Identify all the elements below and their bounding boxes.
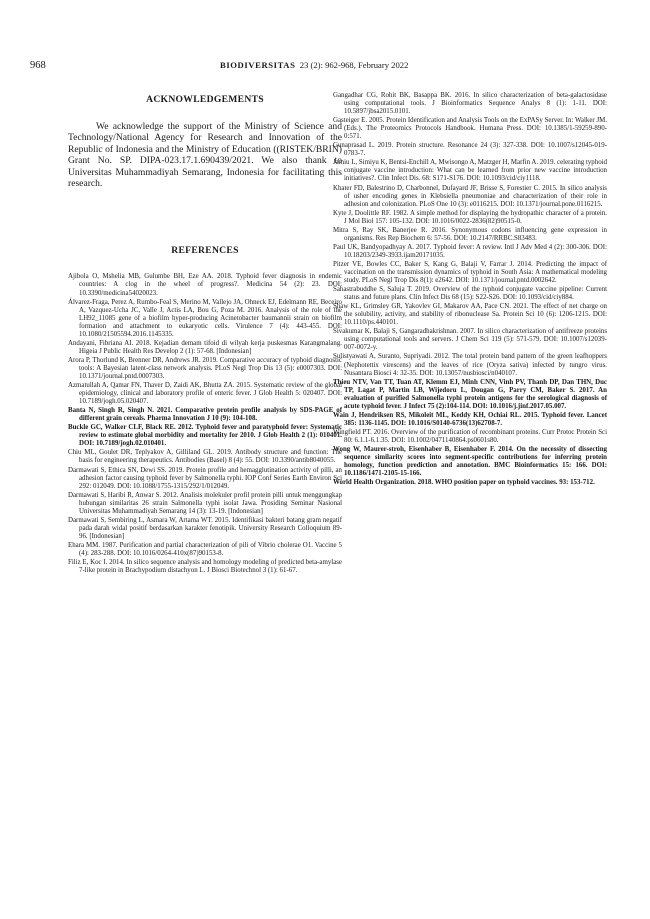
reference-entry: Álvarez-Fraga, Perez A, Rumbo-Feal S, Merino M, Vallejo JA, Ohneck EJ, Edelmann RE, Beceiro A, Vazquez-Ucha JC, Valle J, Actis LA, Bou G, Poza M. 2016. Analysis of the role of the LH92_11085 gene of a biofilm hyper-producing Acinetobacter baumannii strain on biofilm formation and attachment to eukaryotic cells. Virulence 7 (4): 443-455. DOI: 10.1080/21505594.2016.1145335. (68, 298, 342, 338)
reference-entry: Ajibola O, Mshelia MB, Gulumbe BH, Eze AA. 2018. Typhoid fever diagnosis in endemic countries: A clog in the wheel of progress?. Medicina 54 (2): 23. DOI: 10.3390/medicina54020023. (68, 273, 342, 297)
reference-entry: Banta N, Singh R, Singh N. 2021. Comparative protein profile analysis by SDS-PAGE of different grain cereals. Pharma Innovation J 10 (9): 104-108. (68, 407, 342, 423)
reference-entry: Darmawati S, Ethica SN, Dewi SS. 2019. Protein profile and hemagglutination activity of pilli, an adhesion factor causing typhoid fever by Salmonella typhi. IOP Conf Series Earth Environ Sci 292: 012049. DOI: 10.1088/1755-1315/292/1/012049. (68, 466, 342, 490)
reference-entry: Sivakumar K, Balaji S, Gangaradhakrishnan. 2007. In silico characterization of antifreeze proteins using computational tools and servers. J Chem Sci 119 (5): 571-579. DOI: 10.1007/s12039-007-0072-y. (333, 328, 607, 352)
reference-entry: Buckle GC, Walker CLF, Black RE. 2012. Typhoid fever and paratyphoid fever: Systematic review to estimate global morbidity and mortality for 2010. J Glob Health 2 (1): 010401. DOI: 10.7189/jogh.02.010401. (68, 424, 342, 448)
reference-entry: Gasteiger E. 2005. Protein Identification and Analysis Tools on the ExPASy Server. In: Walker JM. (Eds.). The Proteomics Protocols Handbook. Humana Press. DOI: 10.1385/1-59259-890-0:571. (333, 117, 607, 141)
reference-entry: Arora P, Thorlund K, Brenner DR, Andrews JR. 2019. Comparative accuracy of typhoid diagnostic tools: A Bayesian latent-class network analysis. PLoS Negl Trop Dis 13 (5): e0007303. DOI: 10.1371/journal.pntd.0007303. (68, 356, 342, 380)
reference-entry: Azmatullah A, Qamar FN, Thaver D, Zaidi AK, Bhutta ZA. 2015. Systematic review of the global epidemiology, clinical and laboratory profile of enteric fever. J Glob Health 5: 020407. DOI: 10.7189/jogh.05.020407. (68, 382, 342, 406)
reference-list-right (333, 92, 607, 487)
reference-entry: Ehara MM. 1987. Purification and partial characterization of pili of Vibrio cholerae O1. Vaccine 5 (4): 283-288. DOI: 10.1016/0264-410x(87)90153-8. (68, 541, 342, 557)
page-number: 968 (30, 60, 46, 71)
reference-entry: World Health Organization. 2018. WHO position paper on typhoid vaccines. 93: 153-712. (333, 479, 595, 487)
journal-name: BIODIVERSITAS (220, 60, 296, 70)
reference-entry: Wingfield PT. 2016. Overview of the purification of recombinant proteins. Curr Protoc Protein Sci 80: 6.1.1-6.1.35. DOI: 10.1002/0471140864.ps0601s80. (333, 428, 607, 444)
page-header (30, 60, 620, 74)
reference-entry: Sahastrabuddhe S, Saluja T. 2019. Overview of the typhoid conjugate vaccine pipeline: Current status and future plans. Clin Infect Dis 68 (15): S22-S26. DOI: 10.1093/cid/ciy884. (333, 286, 607, 302)
reference-entry: Shaw KL, Grimsley GR, Yakovlev GI, Makarov AA, Pace CN. 2021. The effect of net charge on the solubility, activity, and stability of ribonuclease Sa. Protein Sci 10 (6): 1206-1215. DOI: 10.1110/ps.440101. (333, 303, 607, 327)
reference-entry: Jamiu L, Simiyu K, Bentsi-Enchill A, Mwisongo A, Matzger H, Marfin A. 2019. celerating typhoid conjugate vaccine introduction: What can be learned from prior new vaccine introduction initiatives?. Clin Infect Dis. 68: S171-S176. DOI: 10.1093/cid/ciy1118. (333, 159, 607, 183)
reference-entry: Chiu ML, Goulet DR, Teplyakov A, Gilliland GL. 2019. Antibody structure and function: The basis for engineering therapeutics. Antibodies (Basel) 8 (4): 55. DOI: 10.3390/antib8040055. (68, 449, 342, 465)
reference-entry: Thieu NTV, Van TT, Tuan AT, Klemm EJ, Minh CNN, Vinh PV, Thanh DP, Dan THN, Duc TP, Lagat P, Martin LB, Wijedoru L, Dougan G, Parry CM, Baker S. 2017. An evaluation of purified Salmonella typhi protein antigens for the serological diagnosis of acute typhoid fever. J Infect 75 (2):104-114. DOI: 10.1016/j.jinf.2017.05.007. (333, 378, 607, 410)
reference-entry: Mitra S, Ray SK, Banerjee R. 2016. Synonymous codons influencing gene expression in organisms. Res Rep Biochem 6: 57-56. DOI: 10.2147/RRBC.S83483. (333, 226, 607, 242)
acknowledgements-text: We acknowledge the support of the Ministry of Science and Technology/National Agency for Research and Innovation of the Republic of Indonesia and the Ministry of Education ((RISTEK/BRIN) Grant No. SP. DIPA-023.17.1.690439/2021. We also thank to Universitas Muhammadiyah Semarang, Indonesia for facilitating this research. (68, 121, 342, 190)
references-heading: REFERENCES (171, 245, 239, 257)
reference-entry: Sulistyawati A, Suranto, Supriyadi. 2012. The total protein band pattern of the green leafhoppers (Nephotettix virescens) and the leaves of rice (Oryza sativa) infected by tungro virus. Nusantara Biosci 4: 32-35. DOI: 10.13057/nusbiosci/n040107. (333, 353, 607, 377)
reference-entry: Darmawati S, Sembiring L, Asmara W, Artama WT. 2015. Identifikasi bakteri batang gram negatif pada darah widal positif berdasarkan karakter fenotipik. University Research Colloquium 89-96. [Indonesian] (68, 516, 342, 540)
reference-entry: Wain J, Hendriksen RS, Mikoleit ML, Keddy KH, Ochiai RL. 2015. Typhoid fever. Lancet 385: 1136-1145. DOI: 10.1016/S0140-6736(13)62708-7. (333, 411, 607, 427)
left-column (68, 92, 342, 576)
reference-entry: Pitzer VE, Bowles CC, Baker S, Kang G, Balaji V, Farrar J. 2014. Predicting the impact of vaccination on the transmission dynamics of typhoid in South Asia: A mathematical modeling study. PLoS Negl Trop Dis 8(1): e2642. DOI: 10.1371/journal.pntd.0002642. (333, 260, 607, 285)
reference-entry: Darmawati S, Haribi R, Anwar S. 2012. Analisis molekuler profil protein pilli untuk menggungkap hubungan similaritas 26 strain Salmonella typhi isolat Jawa. Prosiding Seminar Nasional Universitas Muhammadiyah Semarang 14 (3): 13-19. [Indonesian] (68, 491, 342, 515)
acknowledgements-heading: ACKNOWLEDGEMENTS (146, 94, 264, 105)
reference-entry: Wong W, Maurer-stroh, Eisenhaber B, Eisenhaber F. 2014. On the necessity of dissecting sequence similarity scores into segment-specific contributions for inferring protein homology, function prediction and annotation. BMC Bioinformatics 15: 166. DOI: 10.1186/1471-2105-15-166. (333, 445, 607, 478)
right-column (333, 92, 607, 488)
reference-entry: Paul UK, Bandyopadhyay A. 2017. Typhoid fever: A review. Intl J Adv Med 4 (2): 300-306. DOI: 10.18203/2349-3933.ijam20171035. (333, 243, 607, 259)
reference-entry: Gangadhar CG, Rohit BK, Basappa BK. 2016. In silico characterization of beta-galactosidase using computational tools. J Bioinformatics Sequence Analys 8 (1): 1-11. DOI: 10.5897/jbsa2015.0101. (333, 92, 607, 116)
reference-entry: Filiz E, Koc I. 2014. In silico sequence analysis and homology modeling of predicted beta-amylase 7-like protein in Brachypodium distachyon L. J Biosci Biotechnol 3 (1): 61-67. (68, 559, 342, 575)
reference-entry: Andayani, Fibriana AI. 2018. Kejadian demam tifoid di wilyah kerja puskesmas Karangmalang. Higeia J Public Health Res Develop 2 (1): 57-68. [Indonesian] (68, 339, 342, 355)
reference-entry: Gunaprasad L. 2019. Protein structure. Resonance 24 (3): 327-338. DOI: 10.1007/s12045-019-0783-7. (333, 142, 607, 158)
running-header (220, 60, 408, 70)
reference-list-left (68, 273, 342, 575)
reference-entry: Kyte J, Doolittle RF. 1982. A simple method for displaying the hydropathic character of a protein. J Mol Biol 157: 105-132. DOI: 10.1016/0022-2836(82)90515-0. (333, 209, 607, 225)
journal-citation: 23 (2): 962-968, February 2022 (299, 60, 409, 70)
reference-entry: Khater FD, Balestrino D, Charbonnel, Dufayard JF, Brisse S, Forestier C. 2015. In silico analysis of usher encoding genes in Klebsiella pneumoniae and characterization of their role in adhesion and colonization. PLoS One 10 (3): e0116215. DOI: 10.1371/journal.pone.0116215. (333, 184, 607, 208)
